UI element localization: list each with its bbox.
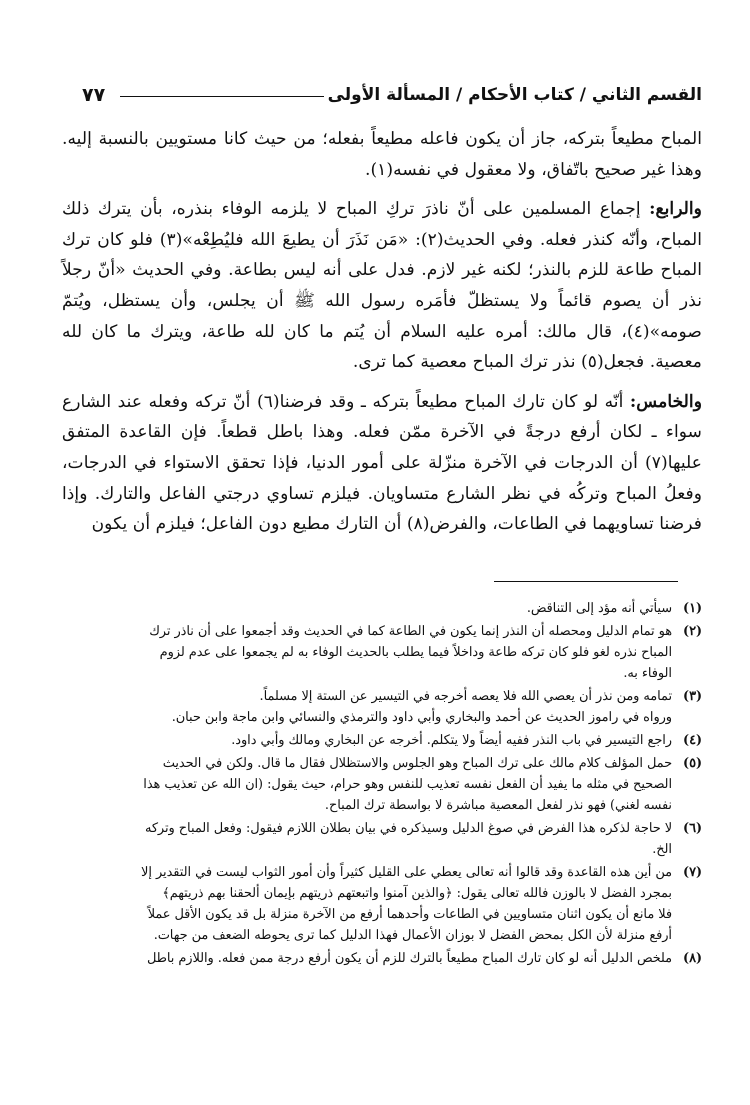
footnote-line: تمامه ومن نذر أن يعصي الله فلا يعصه أخرجه في التيسير عن الستة إلا مسلماً. bbox=[259, 689, 672, 704]
footnote-line: من أين هذه القاعدة وقد قالوا أنه تعالى يعطي على القليل كثيراً وأن أمور الثواب ليست في التقدير إلا bbox=[141, 865, 672, 880]
footnote-3 bbox=[62, 686, 702, 728]
footnote-line: أرفع منزلة لأن الكل بمحض الفضل لا بوزان الأعمال فهذا الدليل كما ترى يحوطه الضعف من جهات. bbox=[153, 928, 672, 943]
footnote-number: (٥) bbox=[683, 756, 702, 771]
paragraph-text: أنّه لو كان تارك المباح مطيعاً بتركه ـ وقد فرضنا(٦) أنّ تركه وفعله عند الشارع سواء ـ لكان أرفع درجةً في الآخرة ممّن فعله. وهذا باطل قطعاً. فإن القاعدة المتفق عليها(٧) أن الدرجات في الآخرة منزّلة على أمور الدنيا، فإذا تحقق الاستواء في الدرجات، وفعلُ المباح وتركُه في نظر الشارع متساويان. فيلزم تساوي درجتي الفاعل والتارك. وإذا فرضنا تساويهما في الطاعات، والفرض(٨) أن التارك مطيع دون الفاعل؛ فيلزم أن يكون bbox=[62, 391, 702, 535]
footnote-5 bbox=[62, 753, 702, 816]
main-text bbox=[62, 124, 702, 540]
footnote-8 bbox=[62, 948, 702, 969]
footnote-line: بمجرد الفضل لا بالوزن فالله تعالى يقول: ﴿والذين آمنوا واتبعتهم ذريتهم بإيمان ألحقنا بهم ذريتهم﴾ bbox=[162, 886, 672, 901]
paragraph-fifth-argument bbox=[62, 387, 702, 540]
paragraph-text: المباح مطيعاً بتركه، جاز أن يكون فاعله مطيعاً بفعله؛ من حيث كانا مستويين بالنسبة إليه. وهذا غير صحيح باتّفاق، ولا معقول في نفسه(١). bbox=[62, 129, 702, 180]
footnote-4 bbox=[62, 730, 702, 751]
paragraph-continuation bbox=[62, 124, 702, 185]
footnote-line: الوفاء به. bbox=[623, 666, 672, 681]
footnotes bbox=[62, 598, 702, 971]
footnote-7 bbox=[62, 862, 702, 946]
footnote-number: (١) bbox=[683, 601, 702, 616]
paragraph-text: إجماع المسلمين على أنّ ناذرَ تركِ المباح لا يلزمه الوفاء بنذره، بأن يترك ذلك المباح، وأنّه كنذر فعله. وفي الحديث(٢): «مَن نَذَرَ أن يطيعَ الله فليُطِعْه»(٣) فلو كان ترك المباح طاعة للزم بالنذر؛ لكنه غير لازم. فدل على أنه ليس بطاعة. وفي الحديث «أنّ رجلاً نذر أن يصوم قائماً ولا يستظلّ فأمَره رسول الله ﷺ أن يجلس، وأن يستظل، ويُتمّ صومه»(٤)، قال مالك: أمره عليه السلام أن يُتم ما كان لله طاعة، ويترك ما كان لله معصية. فجعل(٥) نذر ترك المباح معصية كما ترى. bbox=[62, 199, 702, 373]
footnote-line: الصحيح في مثله ما يفيد أن الفعل نفسه تعذيب للنفس وهو حرام، حيث يقول: (ان الله عن تعذيب هذا bbox=[143, 777, 672, 792]
footnote-number: (٣) bbox=[683, 689, 702, 704]
page-number: ٧٧ bbox=[82, 84, 106, 106]
footnote-line: الخ. bbox=[652, 842, 672, 857]
footnote-number: (٦) bbox=[683, 821, 702, 836]
footnote-line: نفسه لغني) فهو نذر لفعل المعصية مباشرة لا بواسطة ترك المباح. bbox=[324, 798, 672, 813]
header-rule bbox=[120, 96, 324, 97]
paragraph-lead: والرابع: bbox=[649, 199, 702, 220]
footnote-number: (٢) bbox=[683, 624, 702, 639]
footnote-2 bbox=[62, 621, 702, 684]
footnote-6 bbox=[62, 818, 702, 860]
footnote-line: المباح نذره لغو فلو كان تركه طاعة وداخلاً فيما يطلب بالحديث الوفاء به لم يجمعوا على عدم لزوم bbox=[159, 645, 672, 660]
footnote-line: سيأتي أنه مؤد إلى التناقض. bbox=[526, 601, 672, 616]
footnote-number: (٤) bbox=[683, 733, 702, 748]
footnote-line: لا حاجة لذكره هذا الفرض في صوغ الدليل وسيذكره في بيان بطلان اللازم فيقول: وفعل المباح وتركه bbox=[144, 821, 672, 836]
footnote-number: (٨) bbox=[683, 951, 702, 966]
footnote-line: ملخص الدليل أنه لو كان تارك المباح مطيعاً بالترك للزم أن يكون أرفع درجة ممن فعله. واللازم باطل bbox=[146, 951, 672, 966]
paragraph-lead: والخامس: bbox=[629, 391, 702, 412]
footnote-separator bbox=[494, 581, 678, 582]
footnote-line: راجع التيسير في باب النذر ففيه أيضاً ولا يتكلم. أخرجه عن البخاري ومالك وأبي داود. bbox=[231, 733, 672, 748]
footnote-number: (٧) bbox=[683, 865, 702, 880]
footnote-line: هو تمام الدليل ومحصله أن النذر إنما يكون في الطاعة كما في الحديث وقد أجمعوا على أن ناذر ترك bbox=[149, 624, 672, 639]
footnote-line: ورواه في راموز الحديث عن أحمد والبخاري وأبي داود والترمذي والنسائي وابن ماجة وابن حبان. bbox=[171, 710, 672, 725]
running-header bbox=[82, 80, 702, 110]
footnote-line: فلا مانع أن يكون اثنان متساويين في الطاعات وأحدهما أرفع من الآخرة منزلة بل قد يكون الأقل عملاً bbox=[147, 907, 672, 922]
paragraph-fourth-argument bbox=[62, 194, 702, 378]
footnote-1 bbox=[62, 598, 702, 619]
running-title: القسم الثاني / كتاب الأحكام / المسألة الأولى bbox=[327, 85, 702, 105]
footnote-line: حمل المؤلف كلام مالك على ترك المباح وهو الجلوس والاستظلال فقال ما قال. ولكن في الحديث bbox=[162, 756, 672, 771]
